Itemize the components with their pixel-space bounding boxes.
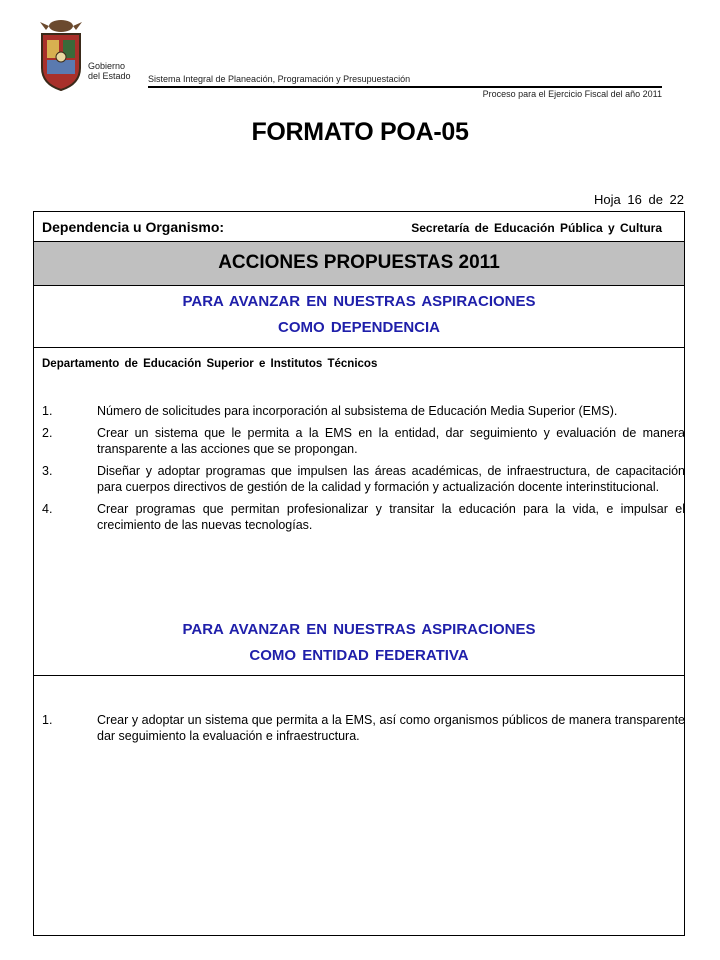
section2-list	[42, 712, 685, 750]
form-box	[33, 211, 685, 936]
process-label: Proceso para el Ejercicio Fiscal del año 2011	[482, 89, 662, 99]
list-item: 1. Número de solicitudes para incorporación al subsistema de Educación Media Superior (EMS).	[42, 404, 618, 418]
section1-heading	[34, 289, 684, 348]
list-item: 1. Crear y adoptar un sistema que permita a la EMS, así como organismos públicos de manera transparente dar seguimiento la evaluación e infraestructura.	[42, 713, 685, 743]
dependency-value: Secretaría de Educación Pública y Cultura	[411, 221, 662, 235]
state-seal-icon	[36, 18, 86, 94]
list-item: 4. Crear programas que permitan profesionalizar y transitar la educación para la vida, e impulsar el crecimiento de las nuevas tecnologías.	[42, 502, 685, 532]
system-name: Sistema Integral de Planeación, Programación y Presupuestación	[148, 74, 411, 84]
section1-heading-line1: PARA AVANZAR EN NUESTRAS ASPIRACIONES	[182, 293, 536, 310]
section2-heading-line1: PARA AVANZAR EN NUESTRAS ASPIRACIONES	[182, 621, 536, 638]
document-title: FORMATO POA-05	[251, 118, 469, 146]
dependency-label: Dependencia u Organismo:	[42, 219, 225, 235]
department-name: Departamento de Educación Superior e Institutos Técnicos	[42, 358, 378, 370]
section2-heading-line2: COMO ENTIDAD FEDERATIVA	[249, 647, 469, 664]
header-rule	[148, 86, 662, 88]
list-item: 3. Diseñar y adoptar programas que impulsen las áreas académicas, de infraestructura, de capacitación para cuerpos directivos de gestión de la calidad y formación y actualización docente interinstitucional.	[42, 464, 685, 494]
section1-list	[42, 403, 685, 539]
actions-banner	[34, 242, 684, 286]
section2-heading	[34, 617, 684, 676]
actions-banner-text: ACCIONES PROPUESTAS 2011	[218, 252, 500, 273]
section1-heading-line2: COMO DEPENDENCIA	[277, 319, 440, 336]
page-number: Hoja 16 de 22	[594, 192, 684, 207]
list-item: 2. Crear un sistema que le permita a la EMS en la entidad, dar seguimiento y evaluación de manera transparente a las acciones que se propongan.	[42, 426, 685, 456]
government-label: Gobierno del Estado	[88, 61, 131, 81]
dependency-row	[34, 212, 684, 242]
